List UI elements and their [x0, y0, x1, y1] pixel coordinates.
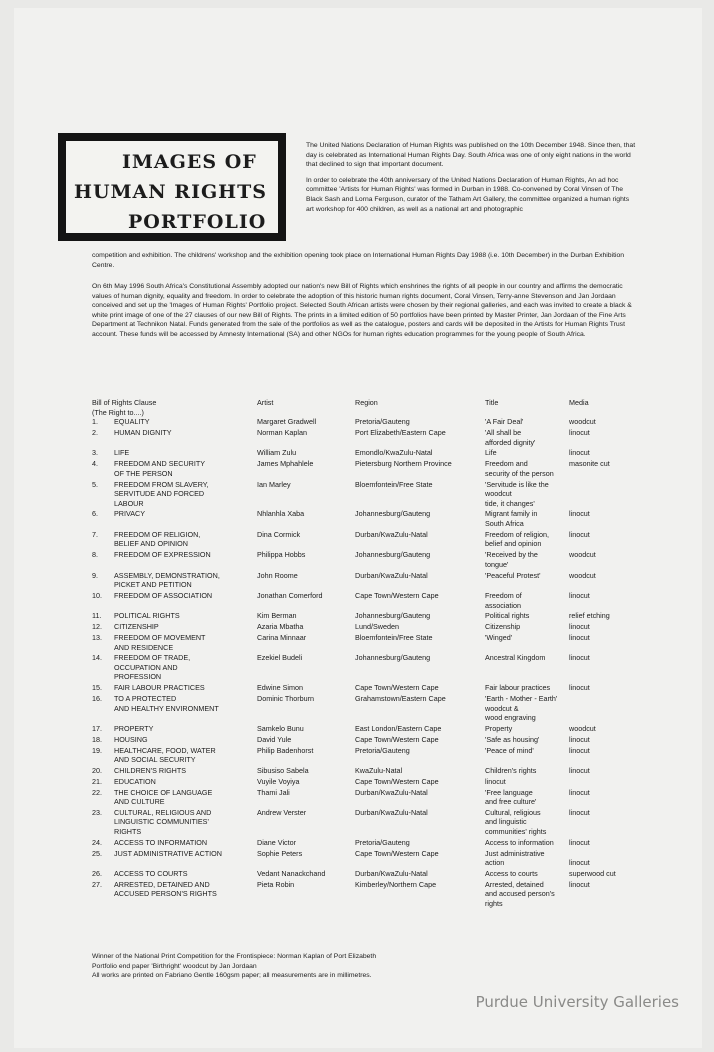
- cell-clause: THE CHOICE OF LANGUAGE AND CULTURE: [114, 787, 213, 807]
- cell-region: Port Elizabeth/Eastern Cape: [355, 427, 446, 437]
- cell-region: Durban/KwaZulu-Natal: [355, 869, 428, 878]
- cell-region: East London/Eastern Cape: [355, 724, 442, 733]
- cell-artist: Andrew Verster: [257, 807, 307, 817]
- cell-clause: HOUSING: [114, 734, 148, 744]
- intro-paragraph-3: On 6th May 1996 South Africa's Constitutional Assembly adopted our nation's new Bill of Rights which enshrines the rights of all people in our country and affirms the democratic values of human dignity, equality and freedom. In order to celebrate the adoption of this historic human rights document, Coral Vinsen, Terry-anne Stevenson and Jan Jordaan conceived and set up the 'Images of Human Rights' Portfolio project. Selected South African artists were chosen by their regional galleries, and each was invited to create a black & white print image of one of the 27 clauses of our new Bill of Rights. The prints in a limited edition of 50 portfolios have been printed by Master Printer, Jan Jordaan of the Fine Arts Department at Technikon Natal. Funds generated from the sale of the portfolios as well as the catalogue, posters and cards will be deposited in the Artists for Human Rights Trust account. These funds will be accessed by Amnesty International (SA) and other NGOs for human rights education programmes for the young people of South Africa.: [92, 283, 632, 338]
- cell-title: Freedom of association: [485, 590, 522, 610]
- cell-clause: PRIVACY: [114, 509, 146, 519]
- table-row: [92, 735, 652, 746]
- cell-num: 3.: [92, 448, 98, 458]
- cell-num: 20.: [92, 765, 102, 775]
- cell-num: 6.: [92, 509, 98, 519]
- cell-clause: JUST ADMINISTRATIVE ACTION: [114, 848, 222, 858]
- table-row: [92, 550, 652, 570]
- cell-artist: Kim Berman: [257, 611, 297, 621]
- cell-clause: POLITICAL RIGHTS: [114, 611, 180, 621]
- cell-title: linocut: [485, 776, 506, 786]
- cell-media: masonite cut: [569, 459, 610, 469]
- cell-num: 13.: [92, 632, 102, 642]
- cell-media: linocut: [569, 622, 590, 632]
- cell-media: linocut: [569, 858, 590, 868]
- cell-title: 'Free language and free culture': [485, 787, 537, 807]
- cell-region: Cape Town/Western Cape: [355, 734, 439, 744]
- cell-title: 'Safe as housing': [485, 734, 540, 744]
- cell-clause: FREEDOM AND SECURITY OF THE PERSON: [114, 459, 206, 478]
- portfolio-title-box: [58, 133, 286, 241]
- watermark: Purdue University Galleries: [475, 993, 679, 1011]
- cell-media: linocut: [569, 529, 590, 539]
- cell-num: 1.: [92, 417, 98, 427]
- cell-artist: Edwine Simon: [257, 683, 303, 693]
- cell-region: Durban/KwaZulu-Natal: [355, 787, 428, 797]
- cell-region: Kimberley/Northern Cape: [355, 879, 437, 889]
- cell-title: Just administrative action: [485, 848, 545, 868]
- cell-media: [569, 480, 652, 510]
- cell-region: Pretoria/Gauteng: [355, 417, 410, 427]
- cell-clause: FREEDOM OF TRADE, OCCUPATION AND PROFESSION: [114, 653, 191, 682]
- cell-title: Access to courts: [485, 869, 538, 878]
- cell-num: 21.: [92, 776, 102, 786]
- cell-media: linocut: [569, 837, 590, 847]
- title-line-1: IMAGES OF: [122, 151, 257, 173]
- cell-artist: Carina Minnaar: [257, 632, 307, 642]
- cell-artist: Philippa Hobbs: [257, 550, 306, 560]
- cell-title: Ancestral Kingdom: [485, 653, 546, 663]
- cell-media: linocut: [569, 787, 590, 797]
- cell-clause: ASSEMBLY, DEMONSTRATION, PICKET AND PETITION: [114, 570, 220, 590]
- cell-clause: EDUCATION: [114, 776, 156, 786]
- table-row: [92, 808, 652, 838]
- cell-region: Bloemfontein/Free State: [355, 632, 433, 642]
- cell-media: linocut: [569, 745, 590, 755]
- cell-artist: Diane Victor: [257, 837, 297, 847]
- table-row: [92, 459, 652, 479]
- cell-num: 23.: [92, 807, 102, 817]
- cell-clause: HEALTHCARE, FOOD, WATER AND SOCIAL SECURITY: [114, 745, 216, 765]
- cell-clause: CITIZENSHIP: [114, 622, 159, 632]
- table-row: [92, 683, 652, 694]
- cell-title: 'Peace of mind': [485, 745, 534, 755]
- cell-title: Life: [485, 448, 497, 458]
- cell-media: [569, 694, 652, 724]
- table-row: [92, 653, 652, 683]
- portfolio-title: [66, 141, 278, 233]
- cell-num: 9.: [92, 570, 98, 580]
- cell-num: 16.: [92, 694, 102, 704]
- cell-num: 18.: [92, 734, 102, 744]
- table-row: [92, 417, 652, 428]
- cell-num: 12.: [92, 622, 102, 632]
- cell-num: 10.: [92, 590, 102, 600]
- cell-region: Pretoria/Gauteng: [355, 745, 410, 755]
- table-row: [92, 428, 652, 448]
- table-row: [92, 611, 652, 622]
- cell-region: Johannesburg/Gauteng: [355, 611, 431, 621]
- cell-num: 25.: [92, 848, 102, 858]
- intro-paragraph-2-continued: competition and exhibition. The childrens' workshop and the exhibition opening took place on International Human Rights Day 1988 (i.e. 10th December) in the Durban Exhibition Centre.: [92, 252, 625, 269]
- cell-clause: LIFE: [114, 448, 130, 458]
- cell-num: 27.: [92, 879, 102, 889]
- header-artist: Artist: [257, 398, 274, 407]
- footer-line-1: Winner of the National Print Competition for the Frontispiece: Norman Kaplan of Port Elizabeth: [92, 953, 377, 960]
- cell-num: 26.: [92, 869, 102, 878]
- cell-num: 4.: [92, 459, 98, 469]
- cell-artist: Margaret Gradwell: [257, 417, 317, 427]
- cell-clause: EQUALITY: [114, 417, 150, 427]
- cell-num: 15.: [92, 683, 102, 693]
- cell-region: Grahamstown/Eastern Cape: [355, 694, 446, 704]
- cell-region: Pietersburg Northern Province: [355, 459, 452, 469]
- table-row: [92, 509, 652, 529]
- cell-num: 17.: [92, 724, 102, 733]
- cell-artist: Samkelo Bunu: [257, 724, 304, 733]
- table-row: [92, 849, 652, 869]
- cell-media: linocut: [569, 734, 590, 744]
- cell-artist: Philip Badenhorst: [257, 745, 314, 755]
- table-row: [92, 788, 652, 808]
- cell-region: Cape Town/Western Cape: [355, 683, 439, 693]
- cell-media: linocut: [569, 427, 590, 437]
- cell-region: Durban/KwaZulu-Natal: [355, 807, 428, 817]
- cell-media: linocut: [569, 448, 590, 458]
- cell-media: linocut: [569, 509, 590, 519]
- cell-clause: CHILDREN'S RIGHTS: [114, 765, 187, 775]
- cell-clause: FREEDOM OF RELIGION, BELIEF AND OPINION: [114, 529, 201, 549]
- table-row: [92, 880, 652, 910]
- table-row: [92, 571, 652, 591]
- cell-region: Johannesburg/Gauteng: [355, 509, 431, 519]
- header-region: Region: [355, 398, 378, 407]
- cell-region: Johannesburg/Gauteng: [355, 653, 431, 663]
- title-line-2: HUMAN RIGHTS: [74, 181, 267, 203]
- cell-num: 2.: [92, 427, 98, 437]
- cell-artist: Pieta Robin: [257, 879, 295, 889]
- cell-title: 'Peaceful Protest': [485, 570, 541, 580]
- cell-artist: Nhlanhla Xaba: [257, 509, 305, 519]
- cell-region: Cape Town/Western Cape: [355, 590, 439, 600]
- cell-title: 'Winged': [485, 632, 513, 642]
- cell-artist: Sibusiso Sabela: [257, 765, 309, 775]
- table-row: [92, 694, 652, 724]
- cell-artist: Thami Jali: [257, 787, 290, 797]
- cell-media: woodcut: [569, 417, 596, 427]
- cell-title: Cultural, religious and linguistic communities' rights: [485, 807, 547, 837]
- table-body: [92, 417, 652, 910]
- cell-clause: FREEDOM FROM SLAVERY, SERVITUDE AND FORCED LABOUR: [114, 479, 209, 508]
- cell-artist: Jonathan Comerford: [257, 590, 323, 600]
- cell-clause: PROPERTY: [114, 724, 154, 733]
- table-row: [92, 838, 652, 849]
- header-media: Media: [569, 398, 589, 407]
- cell-clause: ARRESTED, DETAINED AND ACCUSED PERSON'S RIGHTS: [114, 879, 217, 899]
- cell-region: Cape Town/Western Cape: [355, 776, 439, 786]
- intro-paragraph-1: The United Nations Declaration of Human Rights was published on the 10th December 1948. Since then, that day is celebrated as International Human Rights Day. South Africa was one of only eight nations in the world that declined to sign that important document.: [306, 142, 636, 169]
- footer-notes: [92, 952, 652, 981]
- table-row: [92, 480, 652, 510]
- cell-title: 'Servitude is like the woodcut tide, it changes': [485, 479, 549, 508]
- table-row: [92, 724, 652, 735]
- cell-title: Political rights: [485, 611, 530, 621]
- table-row: [92, 777, 652, 788]
- cell-clause: ACCESS TO INFORMATION: [114, 837, 208, 847]
- cell-clause: FREEDOM OF MOVEMENT AND RESIDENCE: [114, 632, 206, 652]
- cell-media: linocut: [569, 683, 590, 693]
- cell-artist: Vedant Nanackchand: [257, 869, 326, 878]
- cell-region: Durban/KwaZulu-Natal: [355, 570, 428, 580]
- cell-region: Lund/Sweden: [355, 622, 399, 632]
- cell-title: Citizenship: [485, 622, 521, 632]
- cell-clause: FREEDOM OF ASSOCIATION: [114, 590, 213, 600]
- cell-media: woodcut: [569, 550, 596, 560]
- header-clause: Bill of Rights Clause (The Right to....): [92, 398, 157, 417]
- table-row: [92, 766, 652, 777]
- cell-artist: Ezekiel Budeli: [257, 653, 303, 663]
- cell-media: linocut: [569, 632, 590, 642]
- cell-artist: William Zulu: [257, 448, 297, 458]
- cell-media: linocut: [569, 807, 590, 817]
- cell-media: woodcut: [569, 570, 596, 580]
- cell-clause: FAIR LABOUR PRACTICES: [114, 683, 205, 693]
- table-row: [92, 746, 652, 766]
- cell-region: Bloemfontein/Free State: [355, 479, 433, 489]
- header-title: Title: [485, 398, 499, 407]
- cell-region: KwaZulu-Natal: [355, 765, 403, 775]
- cell-artist: James Mphahlele: [257, 459, 314, 469]
- cell-clause: ACCESS TO COURTS: [114, 869, 188, 878]
- intro-column: [306, 141, 636, 220]
- table-header-row: [92, 398, 652, 417]
- cell-clause: CULTURAL, RELIGIOUS AND LINGUISTIC COMMUNITIES' RIGHTS: [114, 807, 212, 837]
- cell-clause: FREEDOM OF EXPRESSION: [114, 550, 211, 560]
- cell-artist: Dina Cormick: [257, 529, 301, 539]
- cell-title: 'All shall be afforded dignity': [485, 427, 536, 447]
- cell-artist: Vuyile Voyiya: [257, 776, 300, 786]
- cell-region: Pretoria/Gauteng: [355, 837, 410, 847]
- cell-clause: TO A PROTECTED AND HEALTHY ENVIRONMENT: [114, 694, 219, 713]
- cell-clause: HUMAN DIGNITY: [114, 427, 172, 437]
- cell-title: 'A Fair Deal': [485, 417, 524, 427]
- cell-media: relief etching: [569, 611, 610, 621]
- footer-line-2: Portfolio end paper 'Birthright' woodcut by Jan Jordaan: [92, 962, 257, 970]
- cell-artist: David Yule: [257, 734, 292, 744]
- cell-num: 5.: [92, 479, 98, 489]
- cell-num: 19.: [92, 745, 102, 755]
- cell-region: Cape Town/Western Cape: [355, 848, 439, 858]
- table-row: [92, 622, 652, 633]
- cell-title: Migrant family in South Africa: [485, 509, 538, 529]
- cell-region: Durban/KwaZulu-Natal: [355, 529, 428, 539]
- table-row: [92, 633, 652, 653]
- cell-media: superwood cut: [569, 869, 616, 878]
- footer-line-3: All works are printed on Fabriano Gentle 160gsm paper; all measurements are in millimetres.: [92, 972, 372, 980]
- cell-media: linocut: [569, 765, 590, 775]
- table-row: [92, 869, 652, 880]
- title-line-3: PORTFOLIO: [128, 211, 267, 233]
- cell-title: Children's rights: [485, 765, 537, 775]
- cell-region: Johannesburg/Gauteng: [355, 550, 431, 560]
- cell-num: 7.: [92, 529, 98, 539]
- cell-media: [569, 777, 652, 788]
- cell-title: 'Earth - Mother - Earth' woodcut & wood engraving: [485, 694, 558, 723]
- cell-title: 'Received by the tongue': [485, 550, 538, 569]
- cell-title: Freedom and security of the person: [485, 459, 554, 478]
- cell-media: woodcut: [569, 724, 596, 733]
- cell-artist: Sophie Peters: [257, 848, 303, 858]
- cell-title: Arrested, detained and accused person's rights: [485, 879, 555, 908]
- cell-artist: Dominic Thorburn: [257, 694, 315, 704]
- table-row: [92, 448, 652, 459]
- cell-num: 22.: [92, 787, 102, 797]
- cell-title: Property: [485, 724, 513, 733]
- cell-num: 11.: [92, 611, 102, 621]
- cell-media: linocut: [569, 653, 590, 663]
- cell-artist: Azaria Mbatha: [257, 622, 304, 632]
- cell-num: 8.: [92, 550, 98, 560]
- cell-artist: Ian Marley: [257, 479, 291, 489]
- cell-num: 24.: [92, 837, 102, 847]
- cell-num: 14.: [92, 653, 102, 663]
- cell-media: linocut: [569, 590, 590, 600]
- cell-region: Emondlo/KwaZulu-Natal: [355, 448, 433, 458]
- cell-title: Fair labour practices: [485, 683, 551, 693]
- cell-media: linocut: [569, 879, 590, 889]
- cell-title: Freedom of religion, belief and opinion: [485, 529, 549, 549]
- cell-artist: Norman Kaplan: [257, 427, 307, 437]
- cell-artist: John Roome: [257, 570, 298, 580]
- table-row: [92, 591, 652, 611]
- clause-table: [92, 398, 652, 910]
- table-row: [92, 530, 652, 550]
- intro-paragraph-2: In order to celebrate the 40th anniversary of the United Nations Declaration of Human Rights, An ad hoc committee 'Artists for Human Rights' was formed in Durban in 1988. Co-convened by Coral Vinsen of The Black Sash and Lorna Ferguson, curator of the Tatham Art Gallery, the committee organized a human rights art workshop for 400 children, as well as a national art and photographic: [306, 176, 630, 213]
- cell-title: Access to information: [485, 837, 554, 847]
